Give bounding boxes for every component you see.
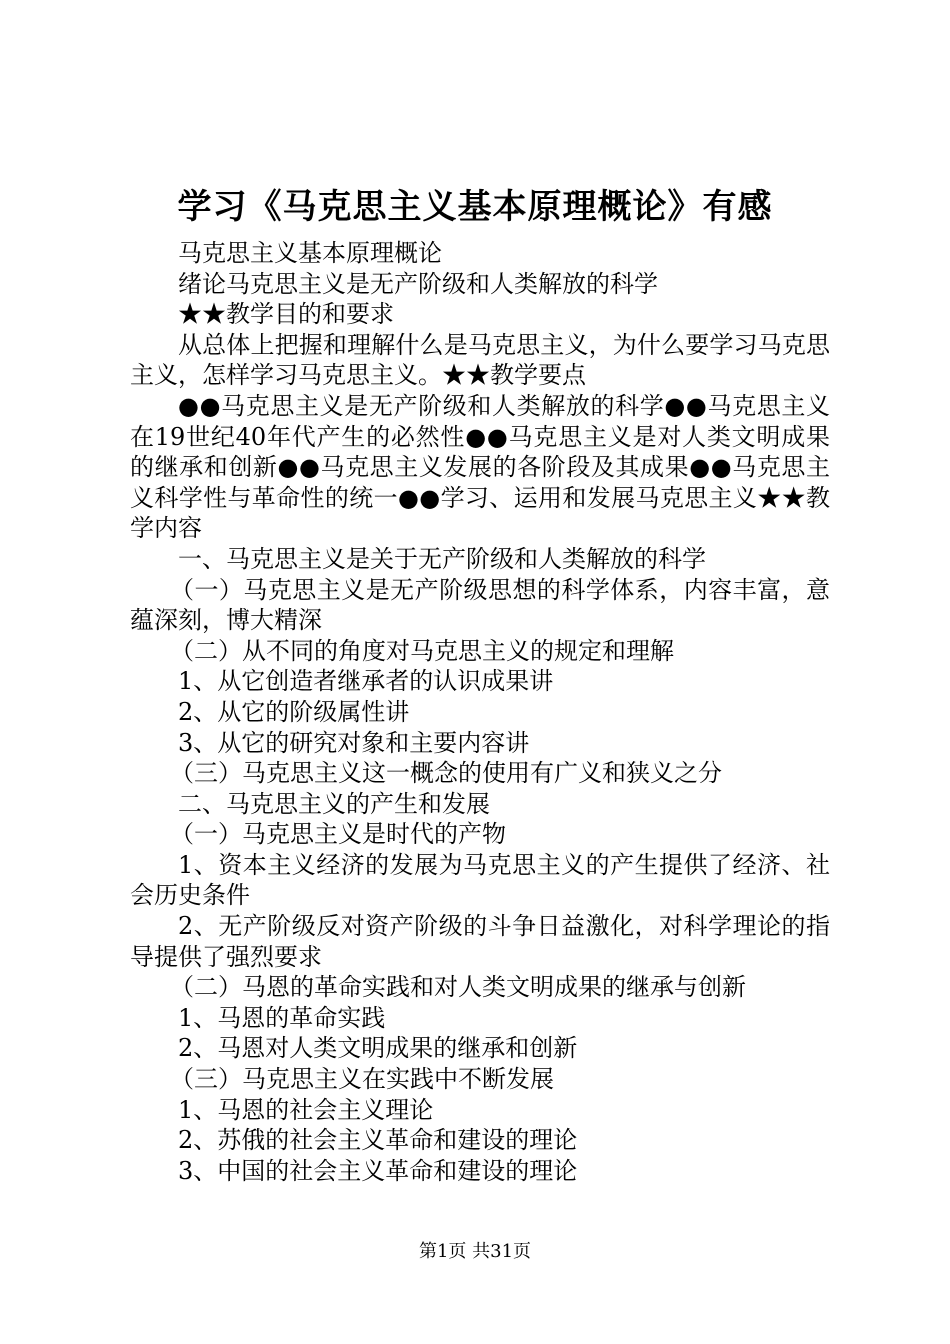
document-body: [130, 238, 830, 1186]
list-item: 2、苏俄的社会主义革命和建设的理论: [178, 1126, 578, 1155]
subsection-heading: （三）马克思主义在实践中不断发展: [170, 1065, 554, 1094]
list-item: 1、马恩的社会主义理论: [178, 1095, 434, 1124]
list-item: 1、从它创造者继承者的认识成果讲: [178, 667, 554, 696]
list-item: 2、无产阶级反对资产阶级的斗争日益激化，对科学理论的指导提供了强烈要求: [130, 912, 830, 971]
page-footer: 第1页 共31页: [418, 1241, 532, 1262]
subsection-heading: （二）马恩的革命实践和对人类文明成果的继承与创新: [170, 973, 746, 1002]
list-item: 1、资本主义经济的发展为马克思主义的产生提供了经济、社会历史条件: [130, 850, 830, 910]
list-item: 3、从它的研究对象和主要内容讲: [178, 728, 530, 757]
section-heading: 一、马克思主义是关于无产阶级和人类解放的科学: [178, 544, 706, 573]
subsection-heading: （二）从不同的角度对马克思主义的规定和理解: [170, 636, 674, 665]
subsection-heading: （三）马克思主义这一概念的使用有广义和狭义之分: [170, 759, 722, 788]
list-item: 3、中国的社会主义革命和建设的理论: [178, 1156, 578, 1185]
paragraph: 马克思主义基本原理概论: [178, 239, 442, 267]
subsection-heading: （一）马克思主义是时代的产物: [170, 820, 506, 849]
page-title: 学习《马克思主义基本原理概论》有感: [177, 187, 773, 227]
list-item: 2、从它的阶级属性讲: [178, 697, 410, 726]
list-item: 2、马恩对人类文明成果的继承和创新: [178, 1034, 578, 1063]
paragraph: 绪论马克思主义是无产阶级和人类解放的科学: [178, 269, 658, 298]
paragraph: 从总体上把握和理解什么是马克思主义，为什么要学习马克思主义，怎样学习马克思主义。★★教学要点: [130, 330, 830, 390]
section-heading: 二、马克思主义的产生和发展: [178, 789, 490, 818]
subsection-heading: （一）马克思主义是无产阶级思想的科学体系，内容丰富，意蕴深刻，博大精深: [130, 575, 830, 635]
list-item: 1、马恩的革命实践: [178, 1003, 386, 1032]
paragraph: ★★教学目的和要求: [178, 300, 394, 329]
paragraph: ●●马克思主义是无产阶级和人类解放的科学●●马克思主义在19世纪40年代产生的必然性●●马克思主义是对人类文明成果的继承和创新●●马克思主义发展的各阶段及其成果●●马克思主义科学性与革命性的统一●●学习、运用和发展马克思主义★★教学内容: [130, 391, 830, 543]
